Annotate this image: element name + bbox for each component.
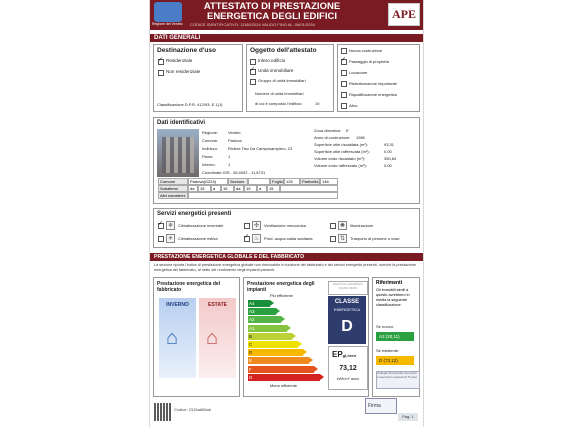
vol-risc-value: 350,84 — [384, 156, 397, 161]
lightbulb-icon: ✺ — [339, 223, 346, 229]
ventilazione-checkbox[interactable] — [244, 223, 250, 229]
check-icon: ✓ — [341, 57, 347, 63]
unita-immobiliare-label: Unità immobiliare — [258, 68, 294, 73]
heating-icon: ❄ — [167, 223, 174, 229]
coordinate-value: 45,4092 - 11,8731 — [233, 170, 266, 175]
servizi-heading: Servizi energetici presenti — [157, 211, 232, 217]
oggetto-heading: Oggetto dell'attestato — [250, 47, 317, 54]
riferimenti-text: Gli immobili simili a questo avrebbero in media la seguente classificazione: — [376, 288, 410, 307]
page-number: Pag. 1 — [398, 413, 418, 421]
foglio-label: Foglio — [272, 179, 283, 184]
coordinate-label: Coordinate GIS: — [202, 170, 231, 175]
da-label: da — [188, 185, 198, 192]
acs-label: Prod. acqua calda sanitaria — [264, 236, 313, 241]
interno-value: 1 — [228, 162, 231, 167]
identificativi-box — [153, 117, 420, 204]
inverno-label: INVERNO — [166, 302, 189, 308]
fabbricato-heading: Prestazione energetica del fabbricato — [157, 281, 221, 293]
region-logo — [154, 2, 182, 22]
sub-value: 15 — [221, 185, 234, 192]
check-icon: ✓ — [244, 234, 250, 240]
region-logo-label: Regione del Veneto — [152, 22, 183, 26]
indirizzo-label: Indirizzo: — [202, 146, 219, 151]
altri-subalterni-label: Altri subalterni — [158, 192, 188, 199]
estate-panel — [199, 298, 236, 378]
da-label: da — [234, 185, 244, 192]
elevator-icon: ⇅ — [339, 236, 346, 242]
meno-efficiente-label: Meno efficiente — [270, 383, 298, 388]
gruppo-label: Gruppo di unità immobiliari — [258, 78, 306, 83]
impianti-box — [243, 277, 369, 397]
sub-value: 15 — [244, 185, 257, 192]
energy-class-bar-f: F — [248, 366, 314, 373]
title-line-2: ENERGETICA DEGLI EDIFICI — [206, 11, 338, 22]
nzeb-box: EDIFICIO A ENERGIA QUASI ZERO — [328, 281, 368, 295]
non-residenziale-label: Non residenziale — [166, 69, 201, 74]
signature-stamp — [365, 398, 397, 414]
ristrutturazione-label: Ristrutturazione importante — [349, 81, 398, 86]
sup-risc-value: 93,31 — [384, 142, 395, 147]
sup-raff-value: 0,00 — [384, 149, 392, 154]
destinazione-heading: Destinazione d'uso — [157, 47, 216, 54]
intero-edificio-label: Intero edificio — [258, 58, 286, 63]
regione-value: Veneto — [228, 130, 241, 135]
numero-value: 10 — [315, 101, 320, 106]
vol-raff-label: Volume lordo raffrescato (m³): — [314, 163, 367, 168]
clim-est-label: Climatizzazione estiva — [178, 236, 218, 241]
esistente-value: D (73,12) — [376, 356, 414, 365]
riqualificazione-checkbox[interactable] — [341, 92, 347, 98]
vol-risc-label: Volume lordo riscaldato (m³): — [314, 156, 366, 161]
illuminazione-checkbox[interactable] — [330, 223, 336, 229]
impianti-heading: Prestazione energetica degli impianti — [247, 281, 315, 293]
energy-class-bar-a2: A2 — [248, 316, 281, 323]
ristrutturazione-checkbox[interactable] — [341, 81, 347, 87]
riferimenti-box — [372, 277, 420, 397]
motivazione-box — [337, 44, 420, 112]
classificazione-text: Classificazione D.P.R. 412/93: E.1(1) — [157, 102, 223, 107]
zona-label: Zona climatica: — [314, 128, 341, 133]
trasporto-checkbox[interactable] — [330, 236, 336, 242]
riferimenti-heading: Riferimenti — [376, 280, 403, 286]
energy-class-bar-a4: A4 — [248, 300, 270, 307]
comune-value: Padova — [228, 138, 242, 143]
sub-value: 15 — [198, 185, 211, 192]
energy-class-bar-e: E — [248, 357, 309, 364]
ep-label: EP — [332, 350, 343, 359]
particella-value: 146 — [320, 178, 338, 185]
riqualificazione-label: Riqualificazione energetica — [349, 92, 397, 97]
regione-label: Regione: — [202, 130, 219, 135]
particella-label: Particella — [302, 179, 319, 184]
altri-subalterni-value — [188, 192, 338, 199]
gruppo-checkbox[interactable] — [250, 79, 256, 85]
anno-value: 1980 — [356, 135, 365, 140]
check-icon: ✓ — [250, 67, 256, 73]
fan-icon: ✣ — [253, 223, 260, 229]
sub-value: 15 — [267, 185, 280, 192]
piu-efficiente-label: Più efficiente — [270, 293, 293, 298]
perf-description: La sezione riporta l'indice di prestazione energetica globale non rinnovabile in funzione del fabbricato e dei servizi energetici presenti, nonché la prestazione energetica del fabbricato, al netto del rendimento degli impianti presenti. — [154, 263, 417, 272]
section-general: DATI GENERALI — [150, 34, 423, 42]
inverno-panel — [159, 298, 196, 378]
passaggio-label: Passaggio di proprietà — [349, 59, 389, 64]
check-icon: ✓ — [158, 221, 164, 227]
locazione-checkbox[interactable] — [341, 70, 347, 76]
servizi-box — [153, 208, 420, 248]
classe-panel — [328, 296, 366, 344]
ident-heading: Dati identificativi — [157, 120, 206, 126]
piano-value: 1 — [228, 154, 231, 159]
numero-label: Numero di unità immobiliari — [255, 91, 304, 96]
residenziale-label: Residenziale — [166, 58, 193, 63]
illuminazione-label: Illuminazione — [350, 223, 374, 228]
nuova-costruzione-label: Nuova costruzione — [349, 48, 383, 53]
interno-label: Interno: — [202, 162, 216, 167]
comune-catastale-label: Comune — [158, 178, 188, 185]
house-icon: ⌂ — [206, 327, 219, 349]
clim-est-checkbox[interactable] — [158, 236, 164, 242]
energy-class-bar-a3: A3 — [248, 308, 276, 315]
qr-label: Codice: 2315a665ab — [174, 407, 211, 412]
indirizzo-value: Riviera Tiso Da Camposampiero, 23 — [228, 146, 293, 151]
sup-raff-label: Superficie utile raffrescata (m²): — [314, 149, 370, 154]
sezione-value — [248, 178, 270, 185]
classe-label: CLASSE — [334, 299, 360, 305]
locazione-label: Locazione — [349, 70, 368, 75]
oggetto-box — [246, 44, 334, 112]
title-line-1: ATTESTATO DI PRESTAZIONE — [203, 1, 341, 12]
altro-label: Altro: — [349, 103, 359, 108]
piano-label: Piano: — [202, 154, 214, 159]
energy-class-bar-d: D — [248, 349, 303, 356]
qr-code-icon — [154, 403, 172, 421]
code-line: CODICE IDENTIFICATIVO: 11180/2024 VALIDO FINO AL: 06/01/2034 — [190, 22, 315, 27]
section-perf: PRESTAZIONE ENERGETICA GLOBALE E DEL FABBRICATO — [150, 253, 423, 261]
foglio-value: 125 — [284, 178, 300, 185]
energy-class-bar-c: C — [248, 341, 298, 348]
altro-checkbox[interactable] — [341, 103, 347, 109]
energy-class-bar-b: B — [248, 333, 292, 340]
ep-value: 73,12 — [339, 365, 357, 372]
cooling-icon: ☀ — [167, 236, 174, 242]
ep-sub: gl,nren — [342, 353, 357, 358]
ape-logo: APE — [388, 3, 420, 26]
ape-document — [149, 0, 424, 427]
check-icon: ✓ — [158, 57, 164, 63]
a-label: a — [211, 185, 221, 192]
comune-label: Comune: — [202, 138, 219, 143]
ep-unit: kWh/m² anno — [336, 377, 360, 381]
energy-class-bar-g: G — [248, 374, 320, 381]
firma-label: Firma — [368, 403, 381, 409]
a-label: a — [257, 185, 267, 192]
house-icon: ⌂ — [166, 327, 179, 349]
fabbricato-box — [153, 277, 240, 397]
intero-edificio-checkbox[interactable] — [250, 59, 256, 65]
classe-value: D — [341, 318, 353, 335]
clim-inv-label: Climatizzazione invernale — [178, 223, 224, 228]
catasto-row-1 — [158, 178, 338, 185]
energy-class-bar-a1: A1 — [248, 325, 287, 332]
subalterni-label: Subalterni — [158, 185, 188, 192]
building-photo — [157, 129, 199, 177]
trasporto-label: Trasporto di persone o cose — [350, 236, 400, 241]
estate-label: ESTATE — [208, 302, 227, 308]
sub-filler — [280, 185, 338, 192]
catasto-row-3 — [158, 192, 338, 199]
destinazione-box — [153, 44, 243, 112]
non-residenziale-checkbox[interactable] — [158, 70, 164, 76]
ep-panel — [328, 346, 368, 390]
sup-risc-label: Superficie utile riscaldata (m²): — [314, 142, 369, 147]
nuova-costruzione-checkbox[interactable] — [341, 48, 347, 54]
energetica-label: ENERGETICA — [333, 307, 360, 312]
zona-value: E — [346, 128, 349, 133]
faucet-icon: ♨ — [253, 236, 260, 242]
esistente-label: Se esistente: — [376, 348, 400, 353]
document-title — [184, 2, 360, 22]
anno-label: Anno di costruzione: — [314, 135, 351, 140]
document-header — [150, 0, 423, 30]
ventilazione-label: Ventilazione meccanica — [264, 223, 306, 228]
catasto-row-2 — [158, 185, 338, 192]
ep-symbol — [332, 350, 356, 359]
nuovo-label: Se nuovo: — [376, 324, 395, 329]
vol-raff-value: 0,00 — [384, 163, 392, 168]
comune-catastale-value: Padova(G224) — [188, 178, 228, 185]
stamp: Collegio Provinciale Geometri e Geometri Laureati di Treviso — [376, 371, 420, 389]
composto-label: di cui è composto l'edificio: — [255, 101, 303, 106]
sezione-label: Sezione — [228, 178, 248, 185]
nuovo-value: A3 (20,11) — [376, 332, 414, 341]
